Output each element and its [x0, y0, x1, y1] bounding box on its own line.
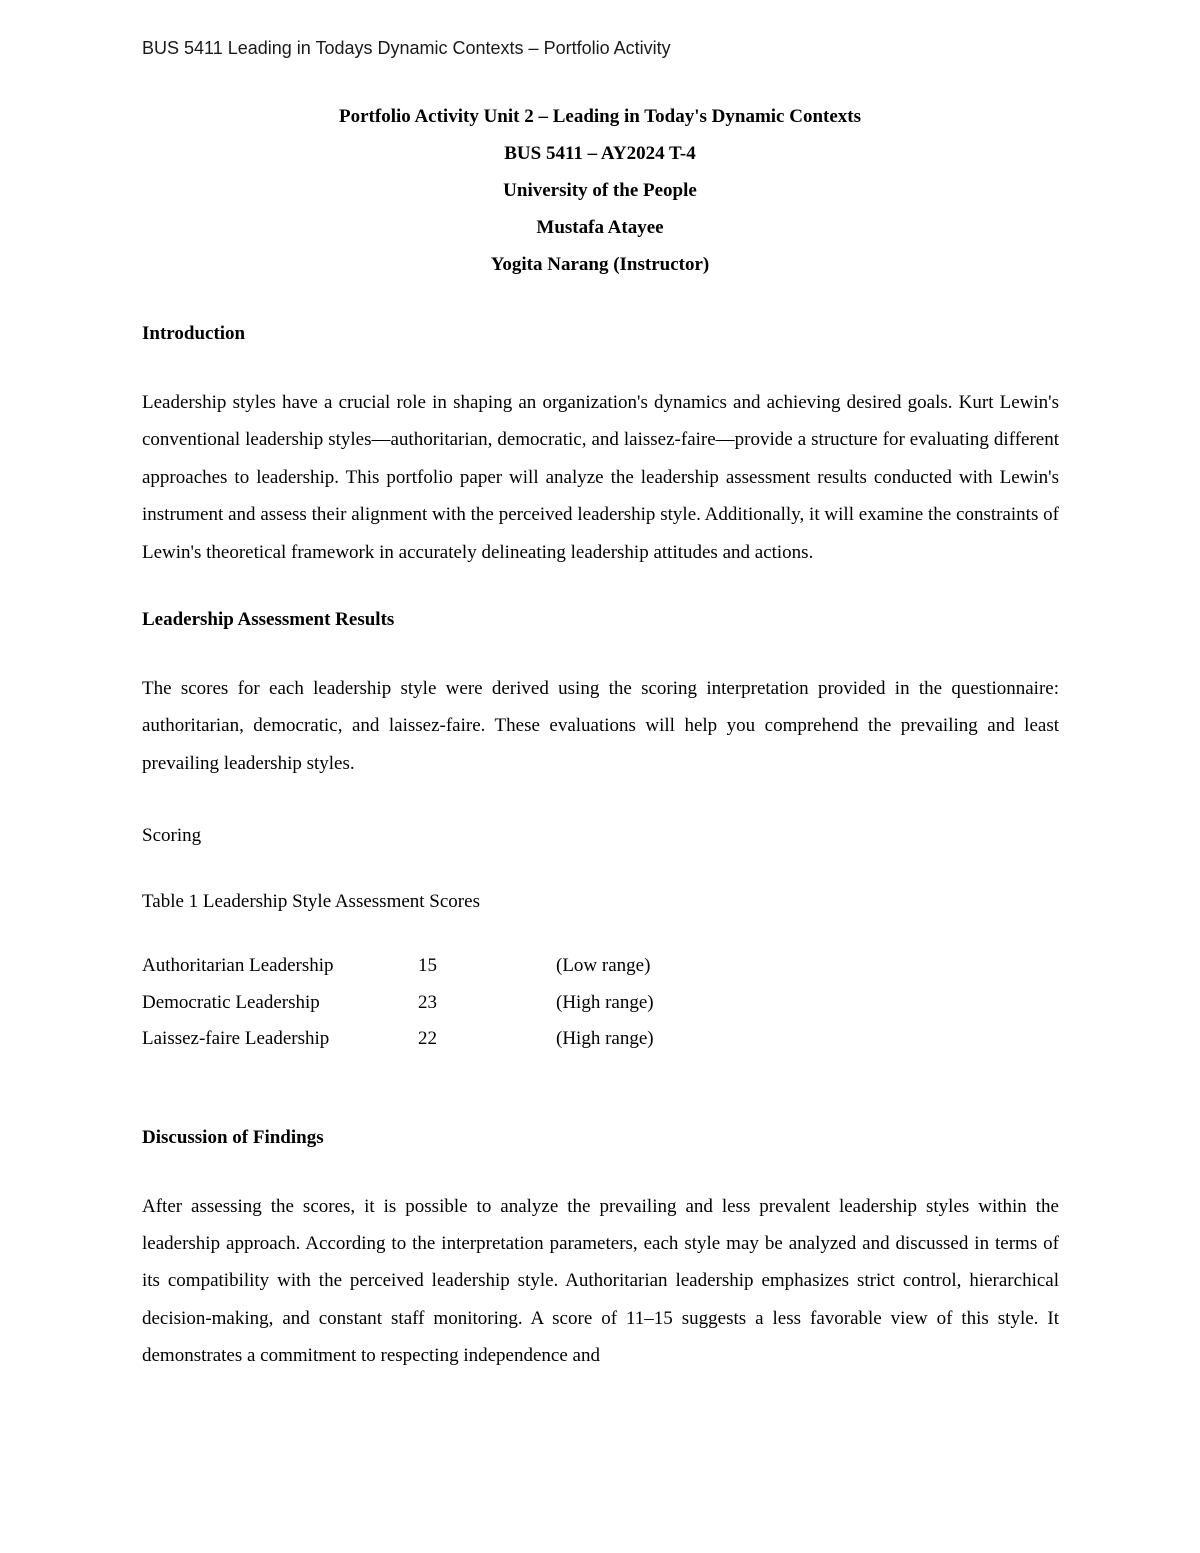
- range-cell: (Low range): [556, 955, 651, 977]
- course-code: BUS 5411 – AY2024 T-4: [504, 143, 696, 164]
- discussion-heading: Discussion of Findings: [142, 1126, 324, 1148]
- style-cell: Authoritarian Leadership: [142, 955, 334, 977]
- paper-body: [142, 320, 1059, 1375]
- introduction-heading: Introduction: [142, 323, 246, 344]
- table-row: [142, 1021, 756, 1058]
- table-row: [142, 985, 756, 1022]
- running-header: BUS 5411 Leading in Todays Dynamic Contexts – Portfolio Activity: [142, 38, 671, 58]
- table-caption: Table 1 Leadership Style Assessment Scores: [142, 890, 480, 912]
- introduction-paragraph: Leadership styles have a crucial role in shaping an organization's dynamics and achieving desired goals. Kurt Lewin's conventional leadership styles—authoritarian, democratic, and laissez-faire—provide a structure for evaluating different approaches to leadership. This portfolio paper will analyze the leadership assessment results conducted with Lewin's instrument and assess their alignment with the perceived leadership style. Additionally, it will examine the constraints of Lewin's theoretical framework in accurately delineating leadership attitudes and actions.: [142, 392, 1059, 563]
- style-cell: Democratic Leadership: [142, 991, 320, 1013]
- range-cell: (High range): [556, 991, 654, 1013]
- range-cell: (High range): [556, 1028, 654, 1050]
- score-cell: 22: [418, 1028, 437, 1050]
- scoring-label: Scoring: [142, 825, 202, 847]
- score-cell: 15: [418, 955, 437, 977]
- paper-title: Portfolio Activity Unit 2 – Leading in Today's Dynamic Contexts: [339, 106, 861, 127]
- style-cell: Laissez-faire Leadership: [142, 1028, 330, 1050]
- results-heading: Leadership Assessment Results: [142, 609, 395, 631]
- score-cell: 23: [418, 991, 437, 1013]
- university-name: University of the People: [503, 180, 697, 201]
- title-block: [0, 98, 1200, 283]
- discussion-paragraph: After assessing the scores, it is possible to analyze the prevailing and less prevalent leadership styles within the leadership approach. According to the interpretation parameters, each style may be analyzed and discussed in terms of its compatibility with the perceived leadership style. Authoritarian leadership emphasizes strict control, hierarchical decision-making, and constant staff monitoring. A score of 11–15 suggests a less favorable view of this style. It demonstrates a commitment to respecting independence and: [142, 1195, 1059, 1367]
- scores-table: [142, 948, 756, 1058]
- instructor-name: Yogita Narang (Instructor): [490, 254, 710, 275]
- results-paragraph: The scores for each leadership style were derived using the scoring interpretation provided in the questionnaire: authoritarian, democratic, and laissez-faire. These evaluations will help you comprehend the prevailing and least prevailing leadership styles.: [142, 678, 1059, 774]
- table-row: [142, 948, 756, 985]
- author-name: Mustafa Atayee: [536, 217, 664, 238]
